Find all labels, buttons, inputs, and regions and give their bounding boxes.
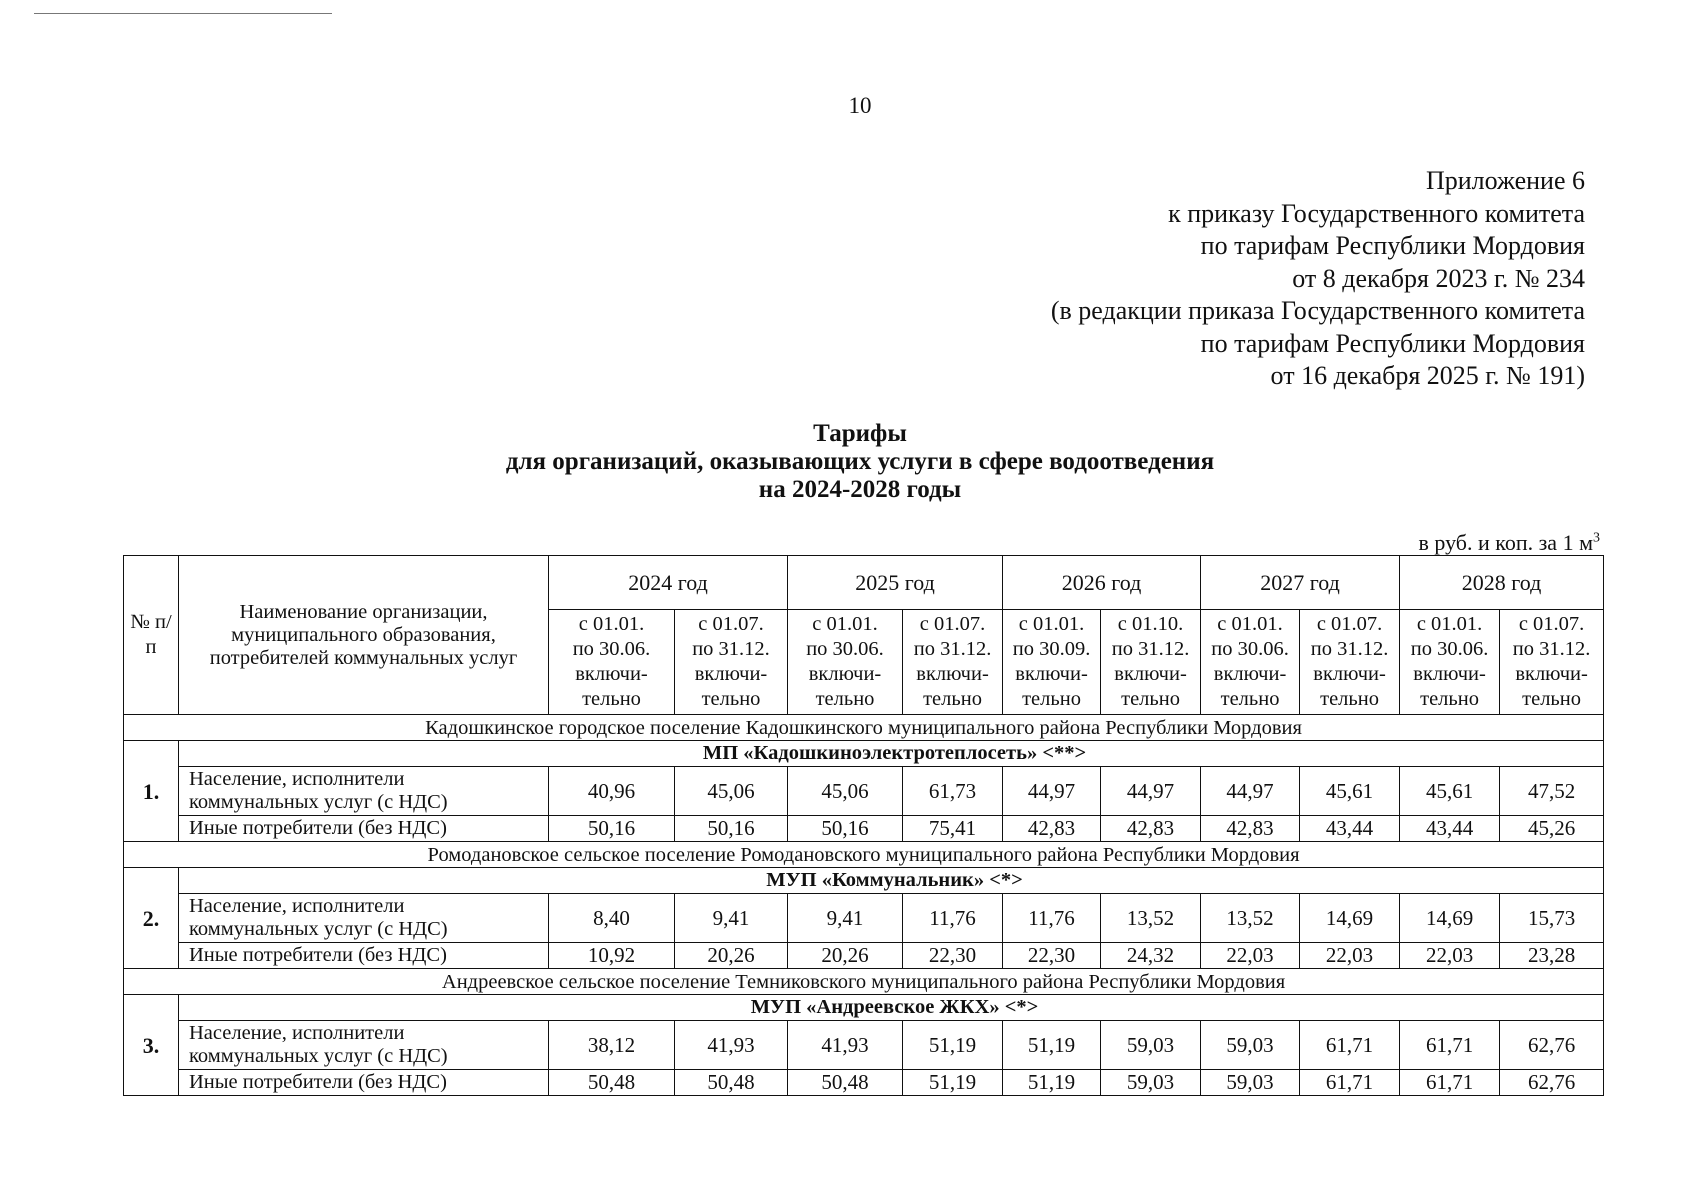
population-label bbox=[179, 767, 549, 816]
header-period-line: включи- bbox=[575, 663, 648, 685]
header-period-line: включи- bbox=[1413, 663, 1486, 685]
units-text: в руб. и коп. за 1 м bbox=[1418, 530, 1593, 555]
other-consumers-row bbox=[124, 1070, 1604, 1096]
population-label bbox=[179, 1021, 549, 1070]
tariff-value: 20,26 bbox=[788, 943, 903, 969]
tariff-value: 51,19 bbox=[1003, 1070, 1101, 1096]
header-period-line: по 30.06. bbox=[572, 638, 651, 660]
header-period-line: по 31.12. bbox=[913, 638, 992, 660]
header-period-line: включи- bbox=[808, 663, 882, 685]
header-period-line: с 01.07. bbox=[1316, 613, 1383, 635]
tariff-value: 61,71 bbox=[1400, 1070, 1500, 1096]
municipality-row bbox=[124, 842, 1604, 868]
organization-row bbox=[124, 995, 1604, 1021]
header-year: 2028 год bbox=[1400, 556, 1604, 610]
tariff-value: 47,52 bbox=[1500, 767, 1604, 816]
population-row bbox=[124, 894, 1604, 943]
header-period-line: включи- bbox=[1313, 663, 1386, 685]
population-label-line: Население, исполнители bbox=[189, 895, 405, 917]
municipality-name: Андреевское сельское поселение Темниковского муниципального района Республики Мордовия bbox=[124, 969, 1604, 995]
organization-name: МУП «Коммунальник» <*> bbox=[179, 868, 1604, 894]
header-period-line: тельно bbox=[1220, 688, 1280, 710]
header-period bbox=[1500, 610, 1604, 715]
appendix-line: по тарифам Республики Мордовия bbox=[1200, 328, 1585, 358]
tariff-value: 50,48 bbox=[675, 1070, 788, 1096]
other-consumers-row bbox=[124, 943, 1604, 969]
tariff-value: 44,97 bbox=[1101, 767, 1201, 816]
header-year: 2026 год bbox=[1003, 556, 1201, 610]
header-period-line: с 01.07. bbox=[1518, 613, 1585, 635]
header-period-line: включи- bbox=[1515, 663, 1588, 685]
tariffs-table bbox=[123, 555, 1604, 1096]
tariff-value: 24,32 bbox=[1101, 943, 1201, 969]
population-label bbox=[179, 894, 549, 943]
header-number: № п/п bbox=[124, 556, 179, 715]
municipality-row bbox=[124, 969, 1604, 995]
tariff-value: 15,73 bbox=[1500, 894, 1604, 943]
units-superscript: 3 bbox=[1593, 530, 1600, 546]
tariff-value: 59,03 bbox=[1201, 1070, 1300, 1096]
header-period-line: с 01.01. bbox=[1416, 613, 1483, 635]
population-label-line: коммунальных услуг (с НДС) bbox=[189, 1045, 448, 1067]
header-period-line: тельно bbox=[1522, 688, 1581, 710]
header-year: 2024 год bbox=[549, 556, 788, 610]
header-period bbox=[903, 610, 1003, 715]
tariff-value: 61,71 bbox=[1400, 1021, 1500, 1070]
municipality-name: Кадошкинское городское поселение Кадошкинского муниципального района Республики Мордовия bbox=[124, 715, 1604, 741]
tariff-value: 51,19 bbox=[1003, 1021, 1101, 1070]
page-number: 10 bbox=[848, 93, 872, 118]
tariff-value: 14,69 bbox=[1300, 894, 1400, 943]
header-period-line: включи- bbox=[916, 663, 989, 685]
tariff-value: 59,03 bbox=[1201, 1021, 1300, 1070]
header-years-row bbox=[124, 556, 1604, 610]
header-period-line: включи- bbox=[1213, 663, 1287, 685]
tariff-value: 44,97 bbox=[1003, 767, 1101, 816]
header-period-line: по 31.12. bbox=[1111, 638, 1190, 660]
tariff-value: 45,61 bbox=[1300, 767, 1400, 816]
header-period-line: тельно bbox=[1022, 688, 1081, 710]
tariff-value: 22,03 bbox=[1201, 943, 1300, 969]
header-period-line: тельно bbox=[923, 688, 982, 710]
tariff-value: 14,69 bbox=[1400, 894, 1500, 943]
header-period-line: с 01.01. bbox=[578, 613, 645, 635]
header-period bbox=[1003, 610, 1101, 715]
tariff-value: 9,41 bbox=[675, 894, 788, 943]
tariff-value: 20,26 bbox=[675, 943, 788, 969]
header-period-line: с 01.07. bbox=[919, 613, 986, 635]
tariff-value: 9,41 bbox=[788, 894, 903, 943]
appendix-line: от 16 декабря 2025 г. № 191) bbox=[1270, 361, 1585, 390]
tariff-value: 42,83 bbox=[1201, 816, 1300, 842]
tariff-value: 43,44 bbox=[1400, 816, 1500, 842]
tariff-value: 45,06 bbox=[788, 767, 903, 816]
row-number: 1. bbox=[124, 741, 179, 842]
top-rule bbox=[34, 13, 332, 14]
header-period-line: с 01.01. bbox=[812, 613, 878, 635]
tariff-value: 59,03 bbox=[1101, 1070, 1201, 1096]
header-period-line: по 30.06. bbox=[1211, 638, 1289, 660]
appendix-line: по тарифам Республики Мордовия bbox=[1200, 231, 1585, 260]
population-row bbox=[124, 767, 1604, 816]
tariff-value: 45,61 bbox=[1400, 767, 1500, 816]
tariff-value: 22,30 bbox=[1003, 943, 1101, 969]
header-name: Наименование организации, муниципального образования, потребителей коммунальных услуг bbox=[179, 556, 549, 715]
tariff-value: 13,52 bbox=[1101, 894, 1201, 943]
tariff-value: 22,03 bbox=[1300, 943, 1400, 969]
header-year: 2025 год bbox=[788, 556, 1003, 610]
header-period bbox=[788, 610, 903, 715]
tariff-value: 42,83 bbox=[1003, 816, 1101, 842]
tariff-value: 11,76 bbox=[1003, 894, 1101, 943]
tariff-value: 50,48 bbox=[549, 1070, 675, 1096]
population-label-line: коммунальных услуг (с НДС) bbox=[189, 791, 448, 813]
header-period-line: тельно bbox=[701, 688, 761, 710]
organization-name: МП «Кадошкиноэлектротеплосеть» <**> bbox=[179, 741, 1604, 767]
header-period-line: по 31.12. bbox=[1310, 638, 1389, 660]
header-period-line: тельно bbox=[1121, 688, 1180, 710]
tariff-value: 50,16 bbox=[788, 816, 903, 842]
units-note bbox=[1419, 530, 1601, 556]
tariff-value: 10,92 bbox=[549, 943, 675, 969]
tariff-value: 61,71 bbox=[1300, 1021, 1400, 1070]
tariff-value: 41,93 bbox=[675, 1021, 788, 1070]
title-line-1: Тарифы bbox=[813, 420, 907, 447]
organization-row bbox=[124, 741, 1604, 767]
tariff-value: 8,40 bbox=[549, 894, 675, 943]
tariff-value: 13,52 bbox=[1201, 894, 1300, 943]
tariff-value: 50,16 bbox=[675, 816, 788, 842]
other-consumers-label: Иные потребители (без НДС) bbox=[179, 943, 549, 969]
municipality-name: Ромодановское сельское поселение Ромодановского муниципального района Республики Мордовия bbox=[124, 842, 1604, 868]
header-period-line: с 01.01. bbox=[1018, 613, 1085, 635]
header-period-line: тельно bbox=[815, 688, 875, 710]
tariff-value: 50,48 bbox=[788, 1070, 903, 1096]
population-label-line: Население, исполнители bbox=[189, 1022, 405, 1044]
document-title bbox=[0, 420, 1686, 504]
header-period bbox=[1201, 610, 1300, 715]
header-period-line: включи- bbox=[1015, 663, 1088, 685]
other-consumers-label: Иные потребители (без НДС) bbox=[179, 816, 549, 842]
appendix-line: (в редакции приказа Государственного комитета bbox=[1050, 296, 1585, 325]
title-line-3: на 2024-2028 годы bbox=[758, 476, 962, 503]
header-period bbox=[1101, 610, 1201, 715]
header-period-line: включи- bbox=[1114, 663, 1187, 685]
tariff-value: 45,26 bbox=[1500, 816, 1604, 842]
tariff-value: 42,83 bbox=[1101, 816, 1201, 842]
population-label-line: Население, исполнители bbox=[189, 768, 405, 790]
tariff-value: 44,97 bbox=[1201, 767, 1300, 816]
tariff-value: 62,76 bbox=[1500, 1070, 1604, 1096]
header-period-line: по 31.12. bbox=[692, 638, 770, 660]
appendix-line: к приказу Государственного комитета bbox=[1168, 198, 1585, 228]
header-period bbox=[1300, 610, 1400, 715]
tariff-value: 23,28 bbox=[1500, 943, 1604, 969]
tariff-value: 22,30 bbox=[903, 943, 1003, 969]
header-period bbox=[675, 610, 788, 715]
header-period-line: по 30.09. bbox=[1012, 638, 1091, 660]
other-consumers-row bbox=[124, 816, 1604, 842]
population-row bbox=[124, 1021, 1604, 1070]
tariff-value: 11,76 bbox=[903, 894, 1003, 943]
tariff-value: 43,44 bbox=[1300, 816, 1400, 842]
title-line-2: для организаций, оказывающих услуги в сфере водоотведения bbox=[505, 448, 1215, 475]
appendix-line: Приложение 6 bbox=[1425, 166, 1585, 195]
header-period-line: с 01.10. bbox=[1117, 613, 1184, 635]
other-consumers-label: Иные потребители (без НДС) bbox=[179, 1070, 549, 1096]
header-period bbox=[1400, 610, 1500, 715]
municipality-row bbox=[124, 715, 1604, 741]
population-label-line: коммунальных услуг (с НДС) bbox=[189, 918, 448, 940]
header-period-line: с 01.07. bbox=[698, 613, 764, 635]
header-period bbox=[549, 610, 675, 715]
row-number: 2. bbox=[124, 868, 179, 969]
header-period-line: тельно bbox=[1320, 688, 1379, 710]
tariff-value: 38,12 bbox=[549, 1021, 675, 1070]
organization-row bbox=[124, 868, 1604, 894]
header-period-line: тельно bbox=[582, 688, 641, 710]
tariff-value: 61,71 bbox=[1300, 1070, 1400, 1096]
tariff-value: 75,41 bbox=[903, 816, 1003, 842]
header-period-line: по 30.06. bbox=[1410, 638, 1489, 660]
tariff-value: 50,16 bbox=[549, 816, 675, 842]
header-period-line: включи- bbox=[694, 663, 768, 685]
tariff-value: 62,76 bbox=[1500, 1021, 1604, 1070]
organization-name: МУП «Андреевское ЖКХ» <*> bbox=[179, 995, 1604, 1021]
tariff-value: 51,19 bbox=[903, 1070, 1003, 1096]
tariff-value: 40,96 bbox=[549, 767, 675, 816]
header-period-line: по 31.12. bbox=[1512, 638, 1591, 660]
tariff-value: 61,73 bbox=[903, 767, 1003, 816]
appendix-block bbox=[885, 165, 1585, 393]
header-period-line: по 30.06. bbox=[806, 638, 884, 660]
tariff-value: 41,93 bbox=[788, 1021, 903, 1070]
tariff-value: 45,06 bbox=[675, 767, 788, 816]
row-number: 3. bbox=[124, 995, 179, 1096]
header-year: 2027 год bbox=[1201, 556, 1400, 610]
tariff-value: 59,03 bbox=[1101, 1021, 1201, 1070]
header-period-line: с 01.01. bbox=[1217, 613, 1283, 635]
tariff-value: 51,19 bbox=[903, 1021, 1003, 1070]
tariff-value: 22,03 bbox=[1400, 943, 1500, 969]
header-period-line: тельно bbox=[1420, 688, 1479, 710]
appendix-line: от 8 декабря 2023 г. № 234 bbox=[1292, 263, 1585, 293]
